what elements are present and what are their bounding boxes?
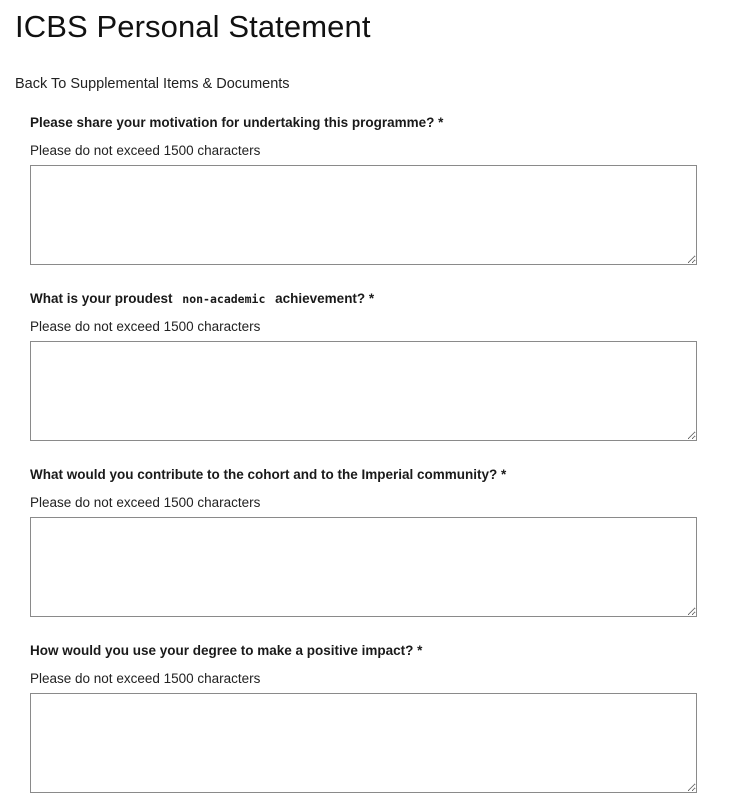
question-contribution xyxy=(30,466,697,617)
contribution-textarea[interactable] xyxy=(30,517,697,617)
character-limit-hint: Please do not exceed 1500 characters xyxy=(30,495,261,510)
positive-impact-textarea[interactable] xyxy=(30,693,697,793)
question-motivation xyxy=(30,114,697,265)
question-positive-impact xyxy=(30,642,697,793)
character-limit-hint: Please do not exceed 1500 characters xyxy=(30,143,261,158)
question-label: What would you contribute to the cohort and to the Imperial community? * xyxy=(30,467,507,482)
achievement-textarea[interactable] xyxy=(30,341,697,441)
character-limit-hint: Please do not exceed 1500 characters xyxy=(30,319,261,334)
question-label-prefix: What is your proudest xyxy=(30,291,173,306)
question-label-code: non-academic xyxy=(182,292,266,306)
question-proudest-achievement xyxy=(30,290,697,441)
motivation-textarea[interactable] xyxy=(30,165,697,265)
character-limit-hint: Please do not exceed 1500 characters xyxy=(30,671,261,686)
question-label: How would you use your degree to make a positive impact? * xyxy=(30,643,423,658)
question-label-suffix: achievement? * xyxy=(275,291,375,306)
question-label xyxy=(30,290,697,308)
question-label: Please share your motivation for undertaking this programme? * xyxy=(30,115,444,130)
back-to-supplemental-items-link[interactable]: Back To Supplemental Items & Documents xyxy=(15,76,290,92)
page-title: ICBS Personal Statement xyxy=(15,9,371,44)
